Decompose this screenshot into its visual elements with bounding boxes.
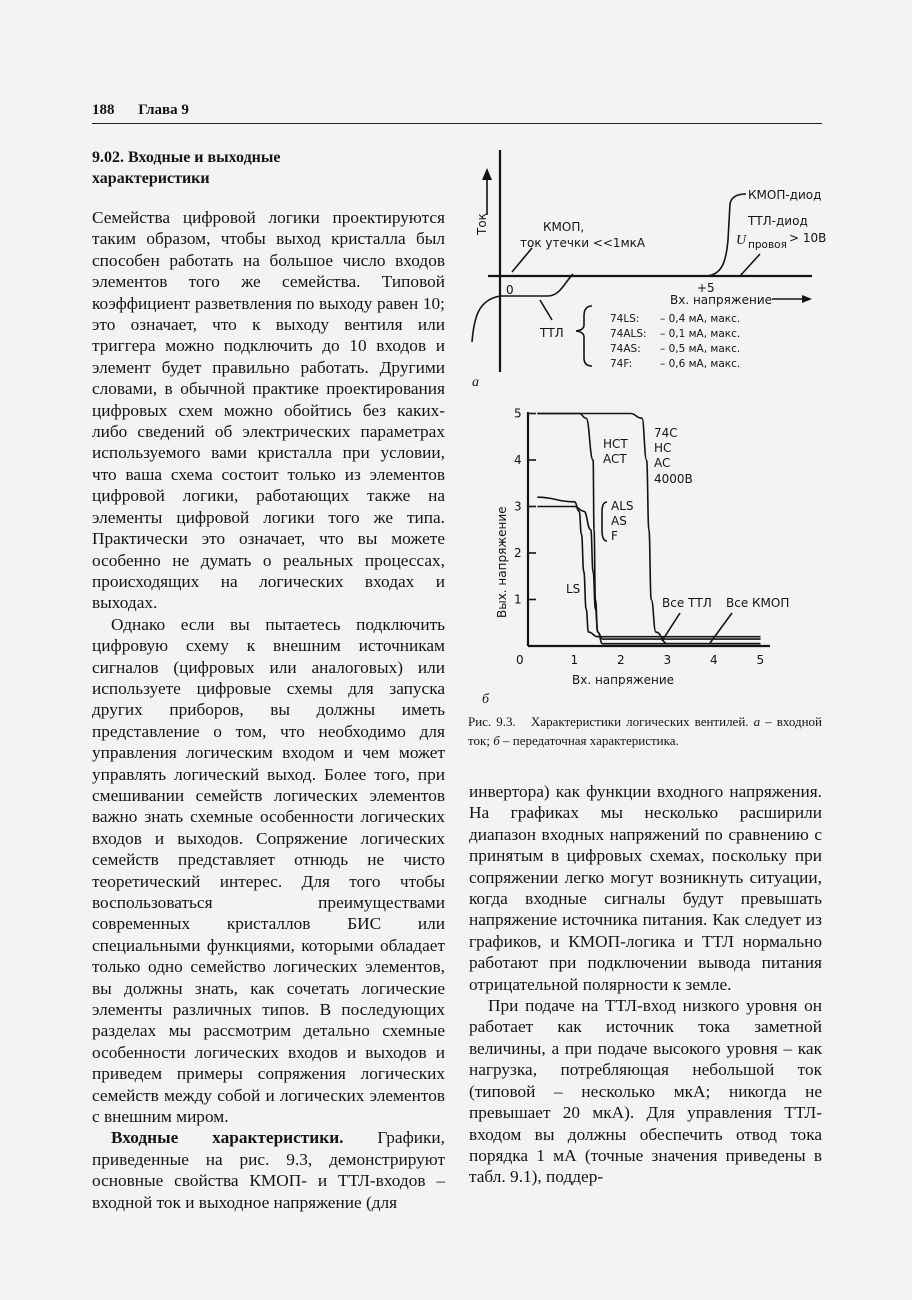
- annotation-hct: HCT: [603, 437, 628, 451]
- u-value: > 10В: [789, 231, 827, 245]
- paragraph: Семейства цифровой логики проектируются таким образом, чтобы выход кристалла был способен работать на большое число входов элементов того же семейства. Типовой коэффициент разветвления по выходу равен 10; это означает, что к выходу вентиля или триггера можно подключить до 10 входов и элемент будет правильно работать. Другими словами, в обычной практике проектирования цифровых схем можно обойтись без каких-либо сведений об электрических параметрах используемого вами кристалла при условии, что ваша схема состоит только из элементов цифровой логики, работающих также на элементы цифровой логики того же типа. Практически это означает, что вы можете особенно не думать о реальных процессах, происходящих на логических входах и выходах.: [92, 208, 445, 613]
- x-tick-label: 2: [617, 653, 625, 667]
- paragraph: инвертора) как функции входного напряжения. На графиках мы несколько расширили диапазон входных напряжений по сравнению с принятым в цифровых схемах, поскольку при сопряжении легко могут возникнуть ситуации, когда входные сигналы будут превышать напряжение источника питания. Как следует из графиков, и КМОП-логика и ТТЛ нормально работают при подключении вывода питания отрицательной полярности к земле.: [469, 782, 822, 994]
- fig-b-y-label: Вых. напряжение: [495, 506, 509, 618]
- right-column: [469, 781, 822, 1188]
- chapter-title: Глава 9: [138, 102, 189, 118]
- annotation-ls: LS: [566, 582, 581, 596]
- y-tick-label: 4: [514, 453, 522, 467]
- y-tick-label: 1: [514, 592, 522, 607]
- annotation-hc: HC: [654, 441, 672, 455]
- annotation-74c: 74C: [654, 426, 678, 440]
- ttl-brace: [576, 306, 592, 366]
- annotation-4000b: 4000B: [654, 472, 693, 486]
- plus5-label: +5: [697, 281, 715, 295]
- ttl-leader: [540, 300, 552, 320]
- fig-a-y-arrowhead: [482, 168, 492, 180]
- figure-b: [482, 407, 789, 708]
- family-name: 74LS:: [610, 313, 640, 325]
- family-value: – 0,1 мА, макс.: [660, 328, 741, 340]
- annotation-all-ttl: Все ТТЛ: [662, 596, 712, 610]
- y-tick-label: 5: [514, 406, 522, 421]
- als-brace: [602, 502, 607, 541]
- fig-a-origin: 0: [506, 283, 514, 297]
- x-tick-label: 3: [663, 653, 672, 667]
- cmos-label: КМОП,: [543, 220, 585, 234]
- cmos-diode-label: КМОП-диод: [748, 188, 822, 202]
- fig-a-y-label: Ток: [475, 213, 489, 235]
- x-tick-label: 5: [756, 653, 765, 667]
- y-tick-label: 2: [514, 546, 522, 560]
- paragraph-text: Графики, приведенные на рис. 9.3, демонстрируют основные свойства КМОП- и ТТЛ-входов – входной ток и выходное напряжение (для: [92, 1128, 445, 1212]
- family-value: – 0,5 мА, макс.: [660, 343, 741, 355]
- caption-text-b: – передаточная характеристика.: [499, 733, 679, 748]
- header-rule: [92, 123, 822, 124]
- caption-mark-b: б: [493, 733, 500, 748]
- caption-mark-a: а: [753, 714, 761, 729]
- annotation-act: ACT: [603, 452, 627, 466]
- caption-title: Характеристики логических вентилей.: [530, 714, 749, 729]
- family-value: – 0,4 мА, макс.: [660, 313, 741, 325]
- family-value: – 0,6 мА, макс.: [660, 358, 741, 370]
- paragraph: [92, 1127, 445, 1213]
- fig-b-x-label: Вх. напряжение: [572, 673, 675, 687]
- x-tick-label: 1: [570, 653, 579, 667]
- family-name: 74AS:: [610, 343, 641, 355]
- u-label: U: [736, 233, 747, 248]
- figure-caption: [468, 712, 822, 750]
- cmos-leader: [512, 248, 532, 272]
- x-tick-label: 4: [710, 653, 718, 667]
- cmos-leak-label: ток утечки <<1мкА: [520, 236, 646, 250]
- section-title: 9.02. Входные и выходные характеристики: [92, 149, 281, 187]
- page-number: 188: [92, 102, 115, 118]
- annotation-ac: AC: [654, 456, 671, 470]
- caption-fig-number: Рис. 9.3.: [468, 714, 516, 729]
- run-in-heading: Входные характеристики.: [111, 1128, 344, 1148]
- paragraph: Однако если вы пытаетесь подключить цифровую схему к внешним источникам сигналов (цифровых или аналоговых) или используете цифровые схемы для запуска других приборов, вы должны иметь представление о том, что необходимо для управления логическим входом и чем может управлять логический выход. Более того, при смешивании семейств логических элементов важно знать схемные особенности логических входов и выходов. Сопряжение логических семейств представляет отнюдь не чисто теоретический интерес. Для того чтобы воспользоваться преимуществами современных кристаллов БИС или специальными функциями, которыми обладает только одно семейство логических элементов, вы должны знать, как сочетать логические элементы различных типов. В последующих разделах мы рассмотрим детально схемные особенности логических входов и выходов и приведем примеры сопряжения логических семейств между собой и логических элементов с внешним миром.: [92, 614, 445, 1127]
- family-name: 74ALS:: [610, 328, 647, 340]
- figure-9-3: [462, 140, 827, 750]
- ttl-diode-leader: [740, 254, 760, 276]
- u-subscript: провоя: [748, 239, 787, 251]
- annotation-as: AS: [611, 514, 627, 528]
- annotation-f: F: [611, 529, 618, 543]
- annotation-all-cmos: Все КМОП: [726, 596, 790, 610]
- ttl-label: ТТЛ: [540, 326, 564, 340]
- family-name: 74F:: [610, 358, 633, 370]
- figure-a: [472, 150, 826, 390]
- y-tick-label: 3: [514, 499, 522, 514]
- left-column: [92, 207, 445, 1213]
- x-tick-label: 0: [516, 653, 524, 667]
- ttl-diode-label: ТТЛ-диод: [748, 214, 808, 228]
- fig-b-panel-label: б: [482, 692, 490, 707]
- caption-text-a: – входной ток;: [468, 714, 822, 748]
- paragraph: При подаче на ТТЛ-вход низкого уровня он работает как источник тока заметной величины, а при подаче высокого уровня – как нагрузка, потребляющая небольшой ток (типовой – несколько мкА; никогда не превышает 20 мкА). Для управления ТТЛ-входом вы должны обеспечить отвод тока порядка 1 мА (точные значения приведены в табл. 9.1), поддер-: [469, 996, 822, 1187]
- annotation-als: ALS: [611, 499, 634, 513]
- running-header: [92, 102, 189, 119]
- fig-a-x-label: Вх. напряжение: [670, 293, 773, 307]
- fig-a-x-arrowhead: [802, 295, 812, 303]
- fig-a-panel-label: а: [472, 375, 479, 390]
